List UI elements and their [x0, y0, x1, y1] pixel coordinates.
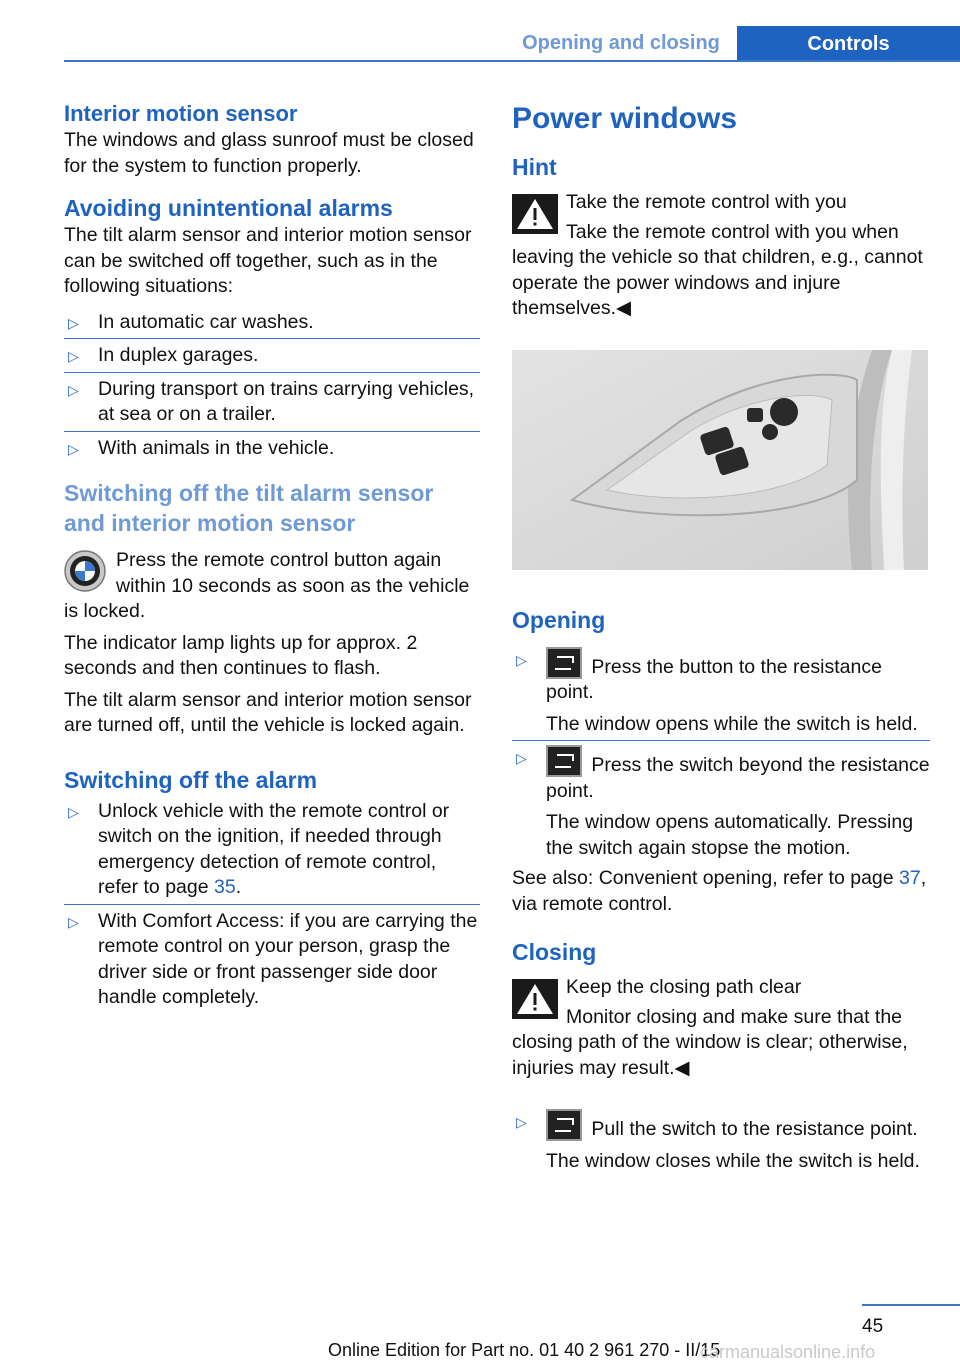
- heading-switching-off-alarm: Switching off the alarm: [64, 766, 318, 793]
- header-section-title: Opening and closing: [505, 26, 737, 60]
- triangle-bullet-icon: ▷: [68, 348, 79, 364]
- remote-instruction: [64, 548, 480, 631]
- page-link-37[interactable]: 37: [899, 867, 921, 889]
- list-item-text: In duplex garages.: [98, 344, 259, 366]
- alarm-list: [64, 795, 480, 1014]
- para-avoid: The tilt alarm sensor and interior motion sensor can be switched off together, such as in the following situations:: [64, 224, 472, 297]
- list-item: [512, 741, 930, 864]
- see-also-tail: , via remote control.: [512, 867, 927, 915]
- left-column: [64, 100, 480, 1014]
- page-link-35[interactable]: 35: [214, 876, 236, 898]
- list-item-text: In automatic car washes.: [98, 310, 314, 333]
- triangle-bullet-icon: ▷: [68, 314, 79, 331]
- para-see-also: [512, 866, 930, 917]
- list-item-text: Press the button to the resistance point.: [546, 655, 882, 703]
- list-item: [64, 905, 480, 1014]
- closing-list: [512, 1105, 930, 1177]
- triangle-bullet-icon: ▷: [68, 803, 79, 820]
- closing-warning: [512, 975, 930, 1087]
- triangle-bullet-icon: ▷: [516, 750, 527, 766]
- warning-triangle-icon: [512, 194, 558, 234]
- triangle-bullet-icon: ▷: [516, 651, 527, 668]
- list-item: [64, 339, 480, 373]
- list-item-text: During transport on trains carrying vehicles, at sea or on a trailer.: [98, 377, 475, 425]
- heading-interior-motion-sensor: Interior motion sensor: [64, 101, 298, 126]
- list-item-text: Pull the switch to the resistance point.: [591, 1118, 918, 1140]
- list-item-text: With Comfort Access: if you are carrying the remote control on your person, grasp the driver side or front passenger side door handle completely.: [98, 909, 478, 1008]
- see-also-text: See also: Convenient opening, refer to page: [512, 867, 894, 889]
- list-item-subtext: The window opens automatically. Pressing the switch again stopse the motion.: [546, 811, 914, 859]
- right-column: [512, 100, 930, 1177]
- edition-note: Online Edition for Part no. 01 40 2 961 270 - II/15: [328, 1340, 721, 1360]
- list-item: ▷ Unlock vehicle with the remote control or switch on the ignition, if needed through emergency detection of remote control, refer to page 35.: [64, 795, 480, 905]
- triangle-bullet-icon: ▷: [68, 913, 79, 930]
- header-rule: [64, 60, 960, 62]
- hint-text: Take the remote control with you when leaving the vehicle so that children, e.g., cannot operate the power windows and injure themselves.◀: [512, 220, 923, 319]
- heading-hint: Hint: [512, 154, 557, 180]
- closing-warning-text: Monitor closing and make sure that the closing path of the window is clear; otherwise, injuries may result.◀: [512, 1005, 908, 1079]
- triangle-bullet-icon: ▷: [68, 381, 79, 398]
- list-item: [64, 373, 480, 432]
- para-interior: The windows and glass sunroof must be closed for the system to function properly.: [64, 129, 474, 177]
- list-item-text: Unlock vehicle with the remote control or switch on the ignition, if needed through emergency detection of remote control, refer to page: [98, 799, 450, 898]
- list-item: [512, 1105, 930, 1177]
- list-item-text: Press the switch beyond the resistance point.: [546, 754, 930, 802]
- door-switch-photo: [512, 350, 928, 570]
- list-item: [64, 432, 480, 465]
- hint-title: Take the remote control with you: [566, 191, 847, 213]
- list-item-text: With animals in the vehicle.: [98, 436, 335, 459]
- list-item: [64, 306, 480, 340]
- para-remote: Press the remote control button again within 10 seconds as soon as the vehicle is locked.: [64, 549, 470, 622]
- hint-warning: [512, 190, 930, 328]
- opening-list: [512, 643, 930, 865]
- page-number: 45: [862, 1316, 884, 1337]
- triangle-bullet-icon: ▷: [516, 1114, 527, 1130]
- avoid-list: [64, 306, 480, 465]
- header-tab-controls[interactable]: Controls: [737, 26, 960, 62]
- window-switch-icon: [546, 647, 582, 679]
- triangle-bullet-icon: ▷: [68, 440, 79, 457]
- list-item-subtext: The window closes while the switch is held.: [546, 1149, 920, 1172]
- heading-avoiding-alarms: Avoiding unintentional alarms: [64, 195, 393, 221]
- para-turned-off: The tilt alarm sensor and interior motion sensor are turned off, until the vehicle is locked again.: [64, 688, 472, 736]
- closing-warning-title: Keep the closing path clear: [566, 976, 802, 998]
- heading-closing: Closing: [512, 939, 597, 965]
- heading-opening: Opening: [512, 606, 606, 633]
- heading-power-windows: Power windows: [512, 102, 738, 135]
- para-indicator: The indicator lamp lights up for approx. 2 seconds and then continues to flash.: [64, 631, 418, 679]
- list-item-subtext: The window opens while the switch is held.: [546, 712, 918, 735]
- bmw-remote-button-icon: [64, 550, 106, 592]
- heading-switching-off-sensors: Switching off the tilt alarm sensor and interior motion sensor: [64, 480, 434, 536]
- warning-triangle-icon: [512, 979, 558, 1019]
- watermark: carmanualsonline.info: [700, 1342, 876, 1362]
- list-item: [512, 643, 930, 742]
- footer-rule: [862, 1304, 960, 1306]
- window-switch-icon: [546, 1109, 582, 1141]
- window-switch-icon: [546, 745, 582, 777]
